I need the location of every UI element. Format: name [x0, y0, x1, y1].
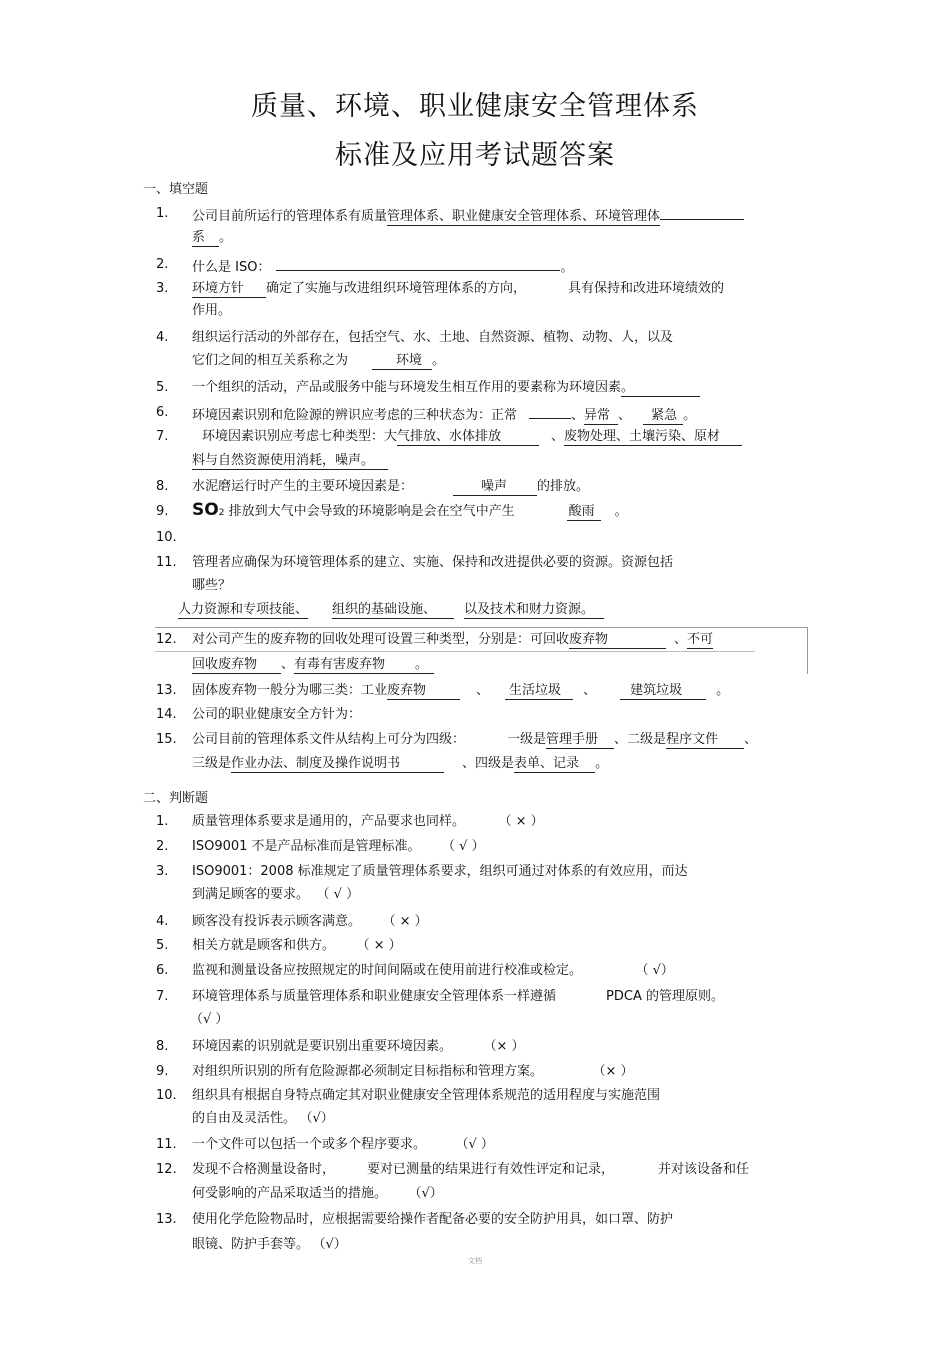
question-text: 环境因素识别应考虑七种类型：大	[202, 429, 398, 444]
section-heading-true-false: 二、判断题	[143, 791, 209, 806]
question-number: 4.	[156, 914, 169, 929]
answer-text: 异常	[584, 408, 618, 425]
answer-mark: （ √ ）	[448, 839, 485, 854]
punctuation: 、	[571, 408, 585, 423]
judgment-item-7-line-2: （√ ）	[190, 1012, 229, 1027]
question-9-line	[192, 501, 628, 522]
judgment-item-8	[192, 1038, 525, 1056]
question-number: 10.	[156, 1088, 177, 1103]
page-footer: 文档	[468, 1257, 482, 1265]
question-number: 8.	[156, 1039, 169, 1054]
judgment-item-6	[192, 962, 674, 980]
answer-blank	[660, 205, 744, 220]
question-2-line	[192, 256, 573, 277]
question-number: 12.	[156, 632, 177, 647]
judgment-item-11	[192, 1136, 494, 1154]
question-text: 公司目前的管理体系文件从结构上可分为四级：	[192, 732, 466, 747]
answer-text: 废物处理、土壤污染、原材	[564, 429, 742, 446]
question-13-line	[192, 682, 729, 700]
question-text: 什么是 ISO：	[192, 260, 271, 275]
question-text: 顾客没有投诉表示顾客满意。	[192, 914, 362, 929]
answer-blank	[529, 404, 571, 419]
judgment-item-13-line-2	[192, 1236, 347, 1254]
question-number: 9.	[156, 504, 169, 519]
question-8-line	[192, 478, 589, 496]
answer-text: 生活垃圾	[505, 683, 573, 700]
question-number: 2.	[156, 257, 169, 272]
punctuation: 、	[281, 657, 295, 672]
question-text: 监视和测量设备应按照规定的时间间隔或在使用前进行校准或检定。	[192, 963, 583, 978]
question-number: 1.	[156, 206, 169, 221]
judgment-item-4	[192, 913, 428, 931]
question-3-line-1	[192, 280, 724, 298]
answer-text: 噪声	[453, 479, 537, 496]
question-number: 5.	[156, 938, 169, 953]
question-number: 11.	[156, 1137, 177, 1152]
question-12-line-2	[192, 656, 434, 674]
answer-text: 。	[621, 380, 700, 397]
judgment-item-13-line-1: 使用化学危险物品时，应根据需要给操作者配备必要的安全防护用具，如口罩、防护	[192, 1212, 674, 1227]
question-text: 质量管理体系要求是通用的，产品要求也同样。	[192, 814, 466, 829]
question-number: 14.	[156, 707, 177, 722]
question-number: 2.	[156, 839, 169, 854]
answer-text: 以及技术和财力资源。	[464, 602, 604, 619]
answer-mark: （ × ）	[389, 914, 428, 929]
answer-mark: （ × ）	[363, 938, 402, 953]
question-number: 3.	[156, 281, 169, 296]
question-text: 环境因素的识别就是要识别出重要环境因素。	[192, 1039, 453, 1054]
question-text: 具有保持和改进环境绩效的	[568, 281, 725, 296]
answer-text: 系	[192, 230, 219, 247]
answer-text: 程序文件	[666, 732, 744, 749]
answer-text: 不可	[687, 632, 714, 647]
subscript: 2	[218, 508, 225, 518]
punctuation: 。	[683, 408, 697, 423]
answer-mark: （√）	[306, 1111, 334, 1126]
judgment-item-7-line-1	[192, 988, 724, 1006]
question-7-line-1	[202, 428, 742, 446]
question-number: 15.	[156, 732, 177, 747]
question-text: 眼镜、防护手套等。	[192, 1237, 310, 1252]
question-11-line-3	[178, 601, 604, 619]
question-number: 13.	[156, 1212, 177, 1227]
answer-text: 人力资源和专项技能、	[178, 602, 309, 617]
page-subtitle: 标准及应用考试题答案	[335, 140, 615, 171]
answer-mark: （√ ）	[462, 1137, 494, 1152]
judgment-item-1	[192, 813, 544, 831]
judgment-item-3-line-1: ISO9001：2008 标准规定了质量管理体系要求，组织可通过对体系的有效应用，而达	[192, 864, 688, 879]
question-14-line: 公司的职业健康安全方针为：	[192, 707, 362, 722]
question-6-line	[192, 404, 696, 425]
judgment-item-5	[192, 937, 402, 955]
punctuation: 、	[583, 683, 597, 698]
question-text: 、四级是	[462, 756, 515, 771]
question-text: 三级是	[192, 756, 232, 771]
question-number: 1.	[156, 814, 169, 829]
question-text: 一个文件可以包括一个或多个程序要求。	[192, 1137, 427, 1152]
judgment-item-12-line-1	[192, 1161, 749, 1179]
question-number: 10.	[156, 530, 177, 545]
question-text: 要对已测量的结果进行有效性评定和记录，	[367, 1162, 615, 1177]
question-11-line-2: 哪些？	[192, 578, 232, 593]
answer-mark: （ √ ）	[323, 887, 360, 902]
question-text: 发现不合格测量设备时，	[192, 1162, 336, 1177]
answer-text: 建筑垃圾	[620, 683, 706, 700]
question-12-divider	[155, 651, 755, 652]
question-text: 对公司产生的废弃物的回收处理可设置三种类型，分别是：可回收	[192, 632, 570, 647]
question-text: 何受影响的产品采取适当的措施。	[192, 1186, 388, 1201]
answer-text: 废弃物	[387, 683, 460, 700]
answer-text: 紧急	[643, 408, 683, 425]
question-text: 并对该设备和任	[658, 1162, 750, 1177]
question-number: 7.	[156, 989, 169, 1004]
question-15-line-2	[192, 755, 608, 773]
question-text: SO	[192, 500, 219, 520]
question-number: 5.	[156, 380, 169, 395]
question-text: 环境管理体系与质量管理体系和职业健康安全管理体系一样遵循	[192, 989, 557, 1004]
question-text: 对组织所识别的所有危险源都必须制定目标指标和管理方案。	[192, 1064, 544, 1079]
question-number: 3.	[156, 864, 169, 879]
question-number: 9.	[156, 1064, 169, 1079]
question-number: 8.	[156, 479, 169, 494]
answer-text: 环境	[372, 353, 432, 370]
question-3-line-2: 作用。	[192, 303, 232, 318]
question-text: 的排放。	[537, 479, 590, 494]
question-12-line-1	[192, 631, 713, 649]
punctuation: 。	[595, 756, 609, 771]
punctuation: 、	[744, 732, 758, 747]
question-15-line-1	[192, 731, 757, 749]
judgment-item-9	[192, 1063, 634, 1081]
answer-mark: （√）	[415, 1186, 443, 1201]
answer-text: 酸雨	[567, 504, 601, 521]
question-number: 7.	[156, 429, 169, 444]
question-text: 排放到大气中会导致的环境影响是会在空气中产生	[228, 504, 515, 519]
question-text: 固体废弃物一般分为哪三类：工业	[192, 683, 388, 698]
answer-blank	[276, 256, 560, 271]
answer-text: 料与自然资源使用消耗，噪声。	[192, 453, 388, 470]
punctuation: 。	[614, 504, 628, 519]
question-text: 一级是	[507, 732, 547, 747]
question-number: 11.	[156, 555, 177, 570]
question-number: 12.	[156, 1162, 177, 1177]
question-text: 、二级是	[614, 732, 667, 747]
question-text: 水泥磨运行时产生的主要环境因素是：	[192, 479, 414, 494]
question-text: PDCA 的管理原则。	[606, 989, 724, 1004]
question-number: 13.	[156, 683, 177, 698]
question-text: 相关方就是顾客和供方。	[192, 938, 336, 953]
answer-text: 表单、记录	[514, 756, 595, 773]
punctuation: 、	[476, 683, 490, 698]
punctuation: 。	[432, 353, 446, 368]
judgment-item-10-line-2	[192, 1110, 334, 1128]
answer-mark: （× ）	[599, 1064, 634, 1079]
judgment-item-12-line-2	[192, 1185, 443, 1203]
question-text: 环境因素识别和危险源的辨识应考虑的三种状态为：正常	[192, 408, 518, 423]
punctuation: 。	[219, 230, 233, 245]
answer-text: 回收废弃物	[192, 657, 281, 674]
section-heading-fill-in: 一、填空题	[143, 182, 209, 197]
answer-text: 有毒有害废弃物	[294, 657, 415, 674]
question-text: 一个组织的活动，产品或服务中能与环境发生相互作用的要素称为环境因素	[192, 380, 622, 395]
answer-text: 环境方针	[192, 281, 266, 298]
answer-text: 管理手册	[546, 732, 614, 749]
question-text: 到满足顾客的要求。	[192, 887, 310, 902]
question-11-line-1: 管理者应确保为环境管理体系的建立、实施、保持和改进提供必要的资源。资源包括	[192, 555, 674, 570]
judgment-item-2	[192, 838, 485, 856]
question-1-line-1	[192, 205, 744, 226]
punctuation: 。	[415, 657, 434, 674]
question-number: 6.	[156, 963, 169, 978]
answer-text: 管理体系、职业健康安全管理体系、环境管理体	[387, 209, 661, 224]
question-number: 4.	[156, 330, 169, 345]
answer-mark: （ √）	[642, 963, 674, 978]
punctuation: 。	[560, 260, 574, 275]
answer-text: 组织的基础设施、	[332, 602, 454, 619]
judgment-item-3-line-2	[192, 886, 359, 904]
question-4-line-1: 组织运行活动的外部存在，包括空气、水、土地、自然资源、植物、动物、人，以及	[192, 330, 674, 345]
punctuation: 。	[716, 683, 730, 698]
answer-text: 作业办法、制度及操作说明书	[231, 756, 444, 773]
judgment-item-10-line-1: 组织具有根据自身特点确定其对职业健康安全管理体系规范的适用程度与实施范围	[192, 1088, 661, 1103]
question-text: 公司目前所运行的管理体系有质量	[192, 209, 388, 224]
answer-mark: （× ）	[490, 1039, 525, 1054]
punctuation: 、	[618, 408, 632, 423]
page-title: 质量、环境、职业健康安全管理体系	[251, 91, 699, 122]
question-text: ISO9001 不是产品标准而是管理标准。	[192, 839, 421, 854]
question-4-line-2	[192, 352, 445, 370]
answer-mark: （ × ）	[505, 814, 544, 829]
question-1-line-2	[192, 229, 232, 247]
question-text: 它们之间的相互关系称之为	[192, 353, 349, 368]
punctuation: 、	[674, 632, 688, 647]
question-number: 6.	[156, 405, 169, 420]
question-text: 确定了实施与改进组织环境管理体系的方向，	[266, 281, 527, 296]
question-5-line	[192, 379, 700, 397]
answer-mark: （√）	[319, 1237, 347, 1252]
answer-text: 气排放、水体排放	[397, 429, 539, 446]
punctuation: 、	[551, 429, 565, 444]
question-7-line-2	[192, 452, 388, 470]
answer-text: 废弃物	[569, 632, 666, 649]
question-text: 的自由及灵活性。	[192, 1111, 297, 1126]
